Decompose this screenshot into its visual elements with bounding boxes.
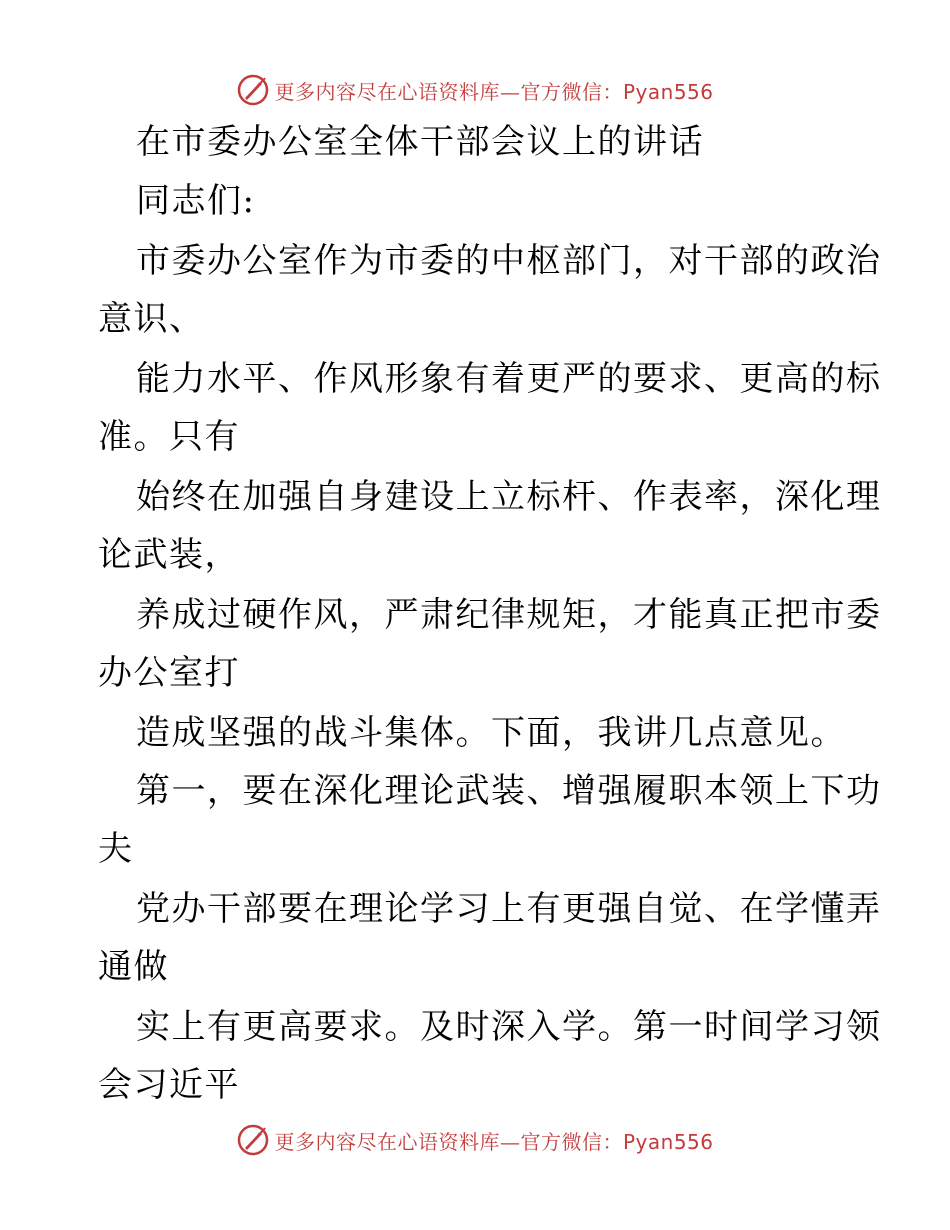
- footer-watermark: [0, 1120, 950, 1160]
- watermark-wechat-id: Pyan556: [622, 1129, 714, 1154]
- text-line: 造成坚强的战斗集体。下面，我讲几点意见。: [136, 713, 846, 753]
- text-line: 始终在加强自身建设上立标杆、作表率，深化理: [136, 477, 882, 517]
- quill-logo-icon: [236, 1123, 270, 1157]
- watermark-text: [274, 1126, 713, 1155]
- text-line: 党办干部要在理论学习上有更强自觉、在学懂弄: [136, 889, 882, 929]
- section-heading: 第一，要在深化理论武装、增强履职本领上下功: [136, 771, 882, 811]
- watermark-wechat-id: Pyan556: [622, 79, 714, 104]
- watermark-dash: —: [499, 1129, 521, 1154]
- text-line: 能力水平、作风形象有着更严的要求、更高的标: [136, 359, 882, 399]
- watermark-wechat-label: 官方微信：: [520, 1129, 623, 1154]
- text-line: 办公室打: [98, 653, 240, 693]
- text-line: 意识、: [98, 299, 205, 339]
- text-line: 养成过硬作风，严肃纪律规矩，才能真正把市委: [136, 595, 882, 635]
- watermark-dash: —: [499, 79, 521, 104]
- section-heading-cont: 夫: [98, 829, 134, 869]
- header-watermark: [0, 70, 950, 110]
- salutation: 同志们:: [136, 181, 256, 221]
- text-line: 实上有更高要求。及时深入学。第一时间学习领: [136, 1007, 882, 1047]
- text-line: 准。只有: [98, 417, 240, 457]
- watermark-text: [274, 76, 713, 105]
- text-line: 会习近平: [98, 1065, 240, 1105]
- text-line: 市委办公室作为市委的中枢部门，对干部的政治: [136, 241, 882, 281]
- watermark-main-text: 更多内容尽在心语资料库: [274, 1129, 500, 1154]
- text-line: 论武装，: [98, 535, 240, 575]
- watermark-wechat-label: 官方微信：: [520, 79, 623, 104]
- text-line: 通做: [98, 947, 169, 987]
- document-title: 在市委办公室全体干部会议上的讲话: [136, 122, 704, 162]
- watermark-main-text: 更多内容尽在心语资料库: [274, 79, 500, 104]
- quill-logo-icon: [236, 73, 270, 107]
